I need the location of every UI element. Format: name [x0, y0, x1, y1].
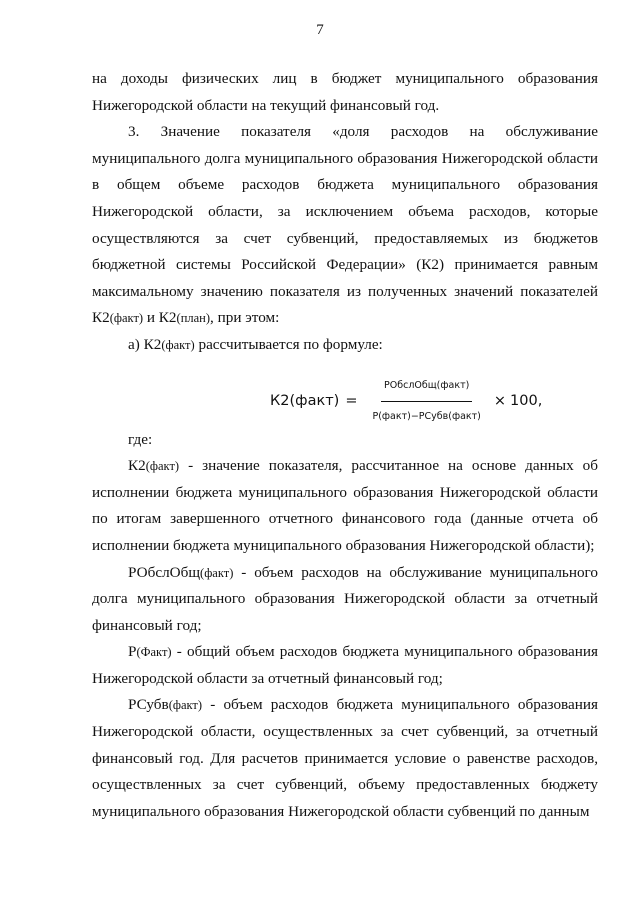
term: РОбслОбщ	[128, 563, 201, 581]
term-subscript: (факт)	[200, 565, 234, 580]
paragraph-text: а) К2	[128, 335, 162, 353]
definition-robslobsch	[92, 560, 598, 640]
paragraph-item-a	[92, 332, 598, 359]
formula-lhs: К2(факт)	[270, 393, 340, 410]
definition-rsubv	[92, 692, 598, 825]
term: РСубв	[128, 696, 169, 714]
paragraph-continuation	[92, 66, 598, 119]
paragraph-item-3	[92, 119, 598, 332]
paragraph-text: , при этом:	[210, 309, 280, 327]
document-body	[92, 66, 598, 825]
definition-text: - объем расходов бюджета муниципального образования Нижегородской области, осуществленных за счет субвенций, за отчетный финансовый год. Для расчетов принимается условие о равенстве расходов, осуществленных за счет субвенций, объему предоставленных бюджету муниципального образования Нижегородской области субвенций по данным	[92, 696, 598, 820]
term-subscript: (факт)	[161, 337, 195, 352]
definition-k2-fact	[92, 453, 598, 559]
formula	[92, 363, 598, 423]
definition-r-fact	[92, 639, 598, 692]
term-subscript: (Факт)	[136, 645, 172, 660]
term-subscript: (факт)	[168, 698, 203, 713]
formula-expression	[270, 373, 542, 431]
page-number: 7	[316, 22, 324, 38]
term: К2	[128, 457, 146, 475]
formula-fraction	[369, 373, 483, 431]
term-subscript: (факт)	[109, 311, 144, 326]
term: и К2	[143, 309, 177, 327]
paragraph-text: рассчитывается по формуле:	[194, 335, 383, 353]
term-subscript: (план)	[176, 311, 211, 326]
paragraph-text: где:	[128, 430, 153, 448]
paragraph-text: на доходы физических лиц в бюджет муниципального образования Нижегородской области на текущий финансовый год.	[92, 70, 598, 114]
formula-factor: 100,	[510, 393, 543, 410]
term: Р	[128, 643, 137, 661]
definition-text: - общий объем расходов бюджета муниципального образования Нижегородской области за отчетный финансовый год;	[92, 643, 598, 687]
formula-times: ×	[493, 393, 507, 410]
definition-text: - значение показателя, рассчитанное на основе данных об исполнении бюджета муниципального образования Нижегородской области по итогам завершенного отчетного финансового года (данные отчета об исполнении бюджета муниципального образования Нижегородской области);	[92, 457, 598, 554]
term-subscript: (факт)	[145, 459, 180, 474]
formula-equals: =	[345, 393, 358, 410]
definition-text: - объем расходов на обслуживание муниципального долга муниципального образования Нижегородской области за отчетный финансовый год;	[92, 563, 598, 634]
paragraph-text: 3. Значение показателя «доля расходов на обслуживание муниципального долга муниципального образования Нижегородской области в общем объеме расходов бюджета муниципального образования Нижегородской области, за исключением объема расходов, которые осуществляются за счет субвенций, предоставляемых из бюджетов бюджетной системы Российской Федерации» (К2) принимается равным максимальному значению показателя из полученных значений показателей	[92, 123, 598, 300]
formula-numerator: РОбслОбщ(факт)	[381, 373, 472, 403]
formula-denominator: Р(факт)−РСубв(факт)	[372, 411, 481, 423]
term: К2	[92, 309, 110, 327]
